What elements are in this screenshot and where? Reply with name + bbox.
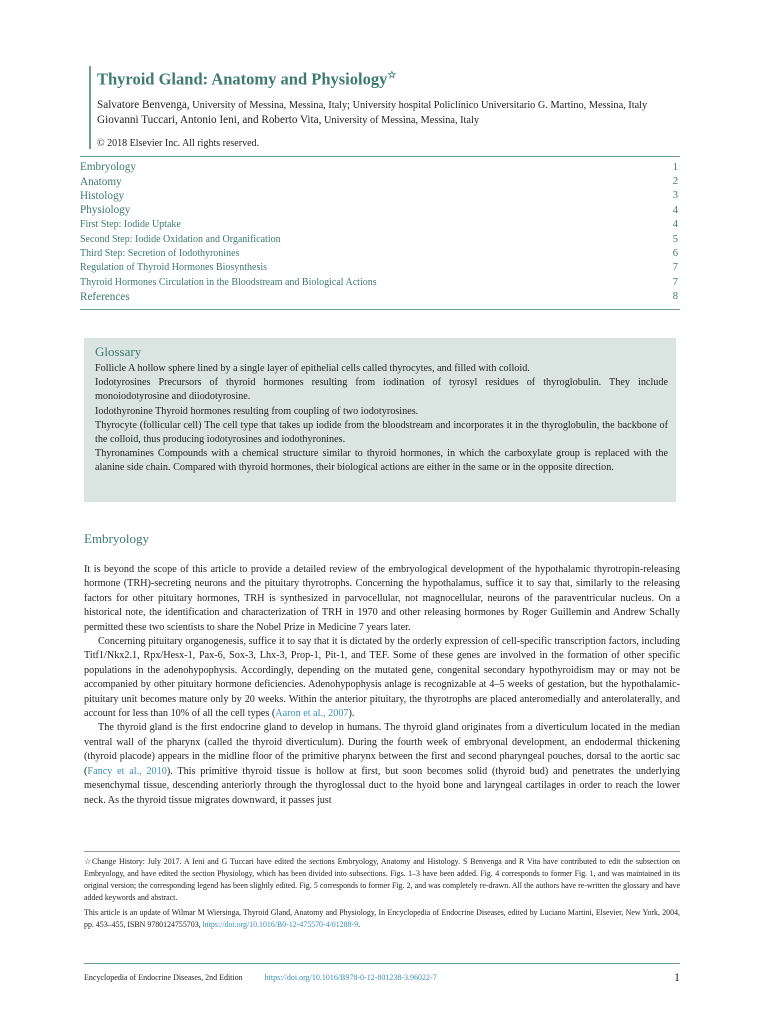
toc-entry-page: 2 xyxy=(672,176,678,188)
glossary-entries xyxy=(95,362,668,476)
paragraph-3: The thyroid gland is the first endocrine gland to develop in humans. The thyroid gland originates from a diverticulum located in the median ventral wall of the pharynx (called the thyroid diverticulum). During the fourth week of embryonal development, an endodermal thickening (thyroid placode) appears in the midline floor of the primitive pharynx between the first and second pharyngeal pouches, dorsal to the aortic sac (Fancy et al., 2010). This primitive thyroid tissue is hollow at first, but soon becomes solid (thyroid bud) and penetrates the underlying mesenchymal tissue, descending anteriorly through the thyroglossal duct to the hyoid bone and laryngeal cartilages in order to reach the lower neck. As the thyroid tissue migrates downward, it passes just xyxy=(84,722,680,806)
toc-entry[interactable] xyxy=(80,189,680,203)
toc-entry-page: 8 xyxy=(672,291,678,303)
footer-journal-name: Encyclopedia of Endocrine Diseases, 2nd Edition xyxy=(84,973,243,982)
toc-entry-page: 6 xyxy=(672,248,678,260)
glossary-entry: Iodotyrosines Precursors of thyroid hormones resulting from iodination of tyrosyl residues of thyroglobulin. They include monoiodotyrosine and diiodotyrosine. xyxy=(95,377,668,403)
glossary-entry: Iodothyronine Thyroid hormones resulting from coupling of two iodotyrosines. xyxy=(95,405,419,417)
toc-entry[interactable] xyxy=(80,232,680,246)
glossary-entry: Follicle A hollow sphere lined by a single layer of epithelial cells called thyrocytes, and filled with colloid. xyxy=(95,363,530,374)
footnote-change-history: ☆Change History: July 2017. A Ieni and G Tuccari have edited the sections Embryology, Anatomy and Histology. S Benvenga and R Vita have contributed to edit the subsection on Embryology, and have edited the section Physiology, which has been divided into subsections. Figs. 1–3 have been added. Fig. 4 corresponds to former Fig. 1, and was maintained in its original version; the corresponding legend has been slightly edited. Fig. 5 corresponds to former Fig. 2, and was completely re-drawn. All the authors have re-written the glossary and have added keywords and abstract. xyxy=(84,857,680,902)
section-body xyxy=(84,563,680,808)
toc-entry[interactable] xyxy=(80,261,680,275)
toc-entry-page: 4 xyxy=(672,219,678,231)
toc-entry-page: 7 xyxy=(672,276,678,288)
toc-entry-label[interactable]: Histology xyxy=(80,189,125,202)
toc-entry[interactable] xyxy=(80,160,680,174)
table-of-contents xyxy=(80,156,680,310)
authors-block xyxy=(97,98,697,128)
copyright-notice: © 2018 Elsevier Inc. All rights reserved. xyxy=(97,137,260,149)
paragraph-1: It is beyond the scope of this article to provide a detailed review of the embryological development of the hypothalamic thyrotropin-releasing hormone (TRH)-secreting neurons and the pituitary thyrotrophs. Concerning the hypothalamus, suffice it to say that, similarly to the releasing factors for other pituitary hormones, TRH is synthesized in parvocellular, not magnocellular, neurons of the paraventricular nucleus. On a historical note, the identification and characterization of TRH in 1970 and other releasing hormones by Roger Guillemin and Andrew Schally permitted these two scientists to share the Nobel Prize in Medicine 7 years later. xyxy=(84,564,680,633)
page-footer xyxy=(84,963,680,985)
toc-entry[interactable] xyxy=(80,275,680,289)
toc-entry-label[interactable]: Regulation of Thyroid Hormones Biosynthesis xyxy=(80,262,268,274)
toc-entry-page: 1 xyxy=(672,161,678,173)
toc-entry[interactable] xyxy=(80,246,680,260)
footnotes xyxy=(84,851,680,931)
toc-entry-page: 4 xyxy=(672,204,678,216)
toc-entry-label[interactable]: Thyroid Hormones Circulation in the Bloodstream and Biological Actions xyxy=(80,276,377,288)
footnote-doi-link[interactable]: https://doi.org/10.1016/B0-12-475570-4/01288-9 xyxy=(202,920,359,929)
authors-line-2: Giovanni Tuccari, Antonio Ieni, and Roberto Vita, University of Messina, Messina, Italy xyxy=(97,113,479,126)
article-header xyxy=(89,66,697,149)
citation-link-fancy[interactable]: Fancy et al., 2010 xyxy=(87,765,167,777)
authors-line-1: Salvatore Benvenga, University of Messina, Messina, Italy; University hospital Policlinico Universitario G. Martino, Messina, Italy xyxy=(97,98,648,111)
toc-entry-label[interactable]: Third Step: Secretion of Iodothyronines xyxy=(80,248,240,260)
change-history-star-icon[interactable]: ☆ xyxy=(387,70,397,81)
glossary-entry: Thyronamines Compounds with a chemical structure similar to thyroid hormones, in which the carboxylate group is replaced with the alanine side chain. Compared with thyroid hormones, their biological actions are either in the same or in the opposite direction. xyxy=(95,448,668,474)
toc-entry-page: 7 xyxy=(672,262,678,274)
toc-entry-page: 5 xyxy=(672,233,678,245)
page-number: 1 xyxy=(674,970,680,984)
glossary-entry: Thyrocyte (follicular cell) The cell type that takes up iodide from the bloodstream and incorporates it in the thyroglobulin, the backbone of the colloid, thus producing iodotyrosines and iodothyronines. xyxy=(95,419,668,446)
paragraph-2: Concerning pituitary organogenesis, suffice it to say that it is dictated by the orderly expression of cell-specific transcription factors, including Titf1/Nkx2.1, Rpx/Hesx-1, Pax-6, Sox-3, Lhx-3, Prop-1, Pit-1, and TEF. Some of these genes are involved in the formation of other specific populations in the adenohypophysis. Accordingly, depending on the mutated gene, congenital secondary hypothyroidism may or may not be accompanied by other pituitary hormone deficiencies. Adenohypophysis anlage is recognizable at 4–5 weeks of gestation, but the hypothalamic-pituitary unit becomes mature only by 20 weeks. Within the anterior pituitary, the thyrotrophs are placed anteromedially and anterolaterally, and account for less than 10% of all the cell types (Aaron et al., 2007). xyxy=(84,636,680,720)
toc-entry-page: 3 xyxy=(672,190,678,202)
footnote-update-note: This article is an update of Wilmar M Wiersinga, Thyroid Gland, Anatomy and Physiology, In Encyclopedia of Endocrine Diseases, edited by Luciano Martini, Elsevier, New York, 2004, pp. 453–455, ISBN 9780124755703, https://doi.org/10.1016/B0-12-475570-4/01288-9. xyxy=(84,908,680,929)
section-heading-embryology: Embryology xyxy=(84,531,149,546)
article-title: Thyroid Gland: Anatomy and Physiology☆ xyxy=(97,69,397,89)
toc-entry[interactable] xyxy=(80,218,680,232)
glossary-box xyxy=(84,338,676,502)
toc-entry-label[interactable]: Embryology xyxy=(80,161,136,174)
footer-doi-link[interactable]: https://doi.org/10.1016/B978-0-12-801238-3.96022-7 xyxy=(264,973,437,982)
toc-entry[interactable] xyxy=(80,174,680,188)
toc-entry-label[interactable]: References xyxy=(80,290,130,303)
toc-entry[interactable] xyxy=(80,290,680,304)
toc-entry-label[interactable]: Second Step: Iodide Oxidation and Organification xyxy=(80,233,281,245)
toc-entry[interactable] xyxy=(80,203,680,217)
glossary-title: Glossary xyxy=(95,344,142,359)
toc-entry-label[interactable]: Anatomy xyxy=(80,175,122,188)
toc-entry-label[interactable]: First Step: Iodide Uptake xyxy=(80,219,181,231)
citation-link-aaron[interactable]: Aaron et al., 2007 xyxy=(275,708,349,720)
toc-entry-label[interactable]: Physiology xyxy=(80,204,131,217)
